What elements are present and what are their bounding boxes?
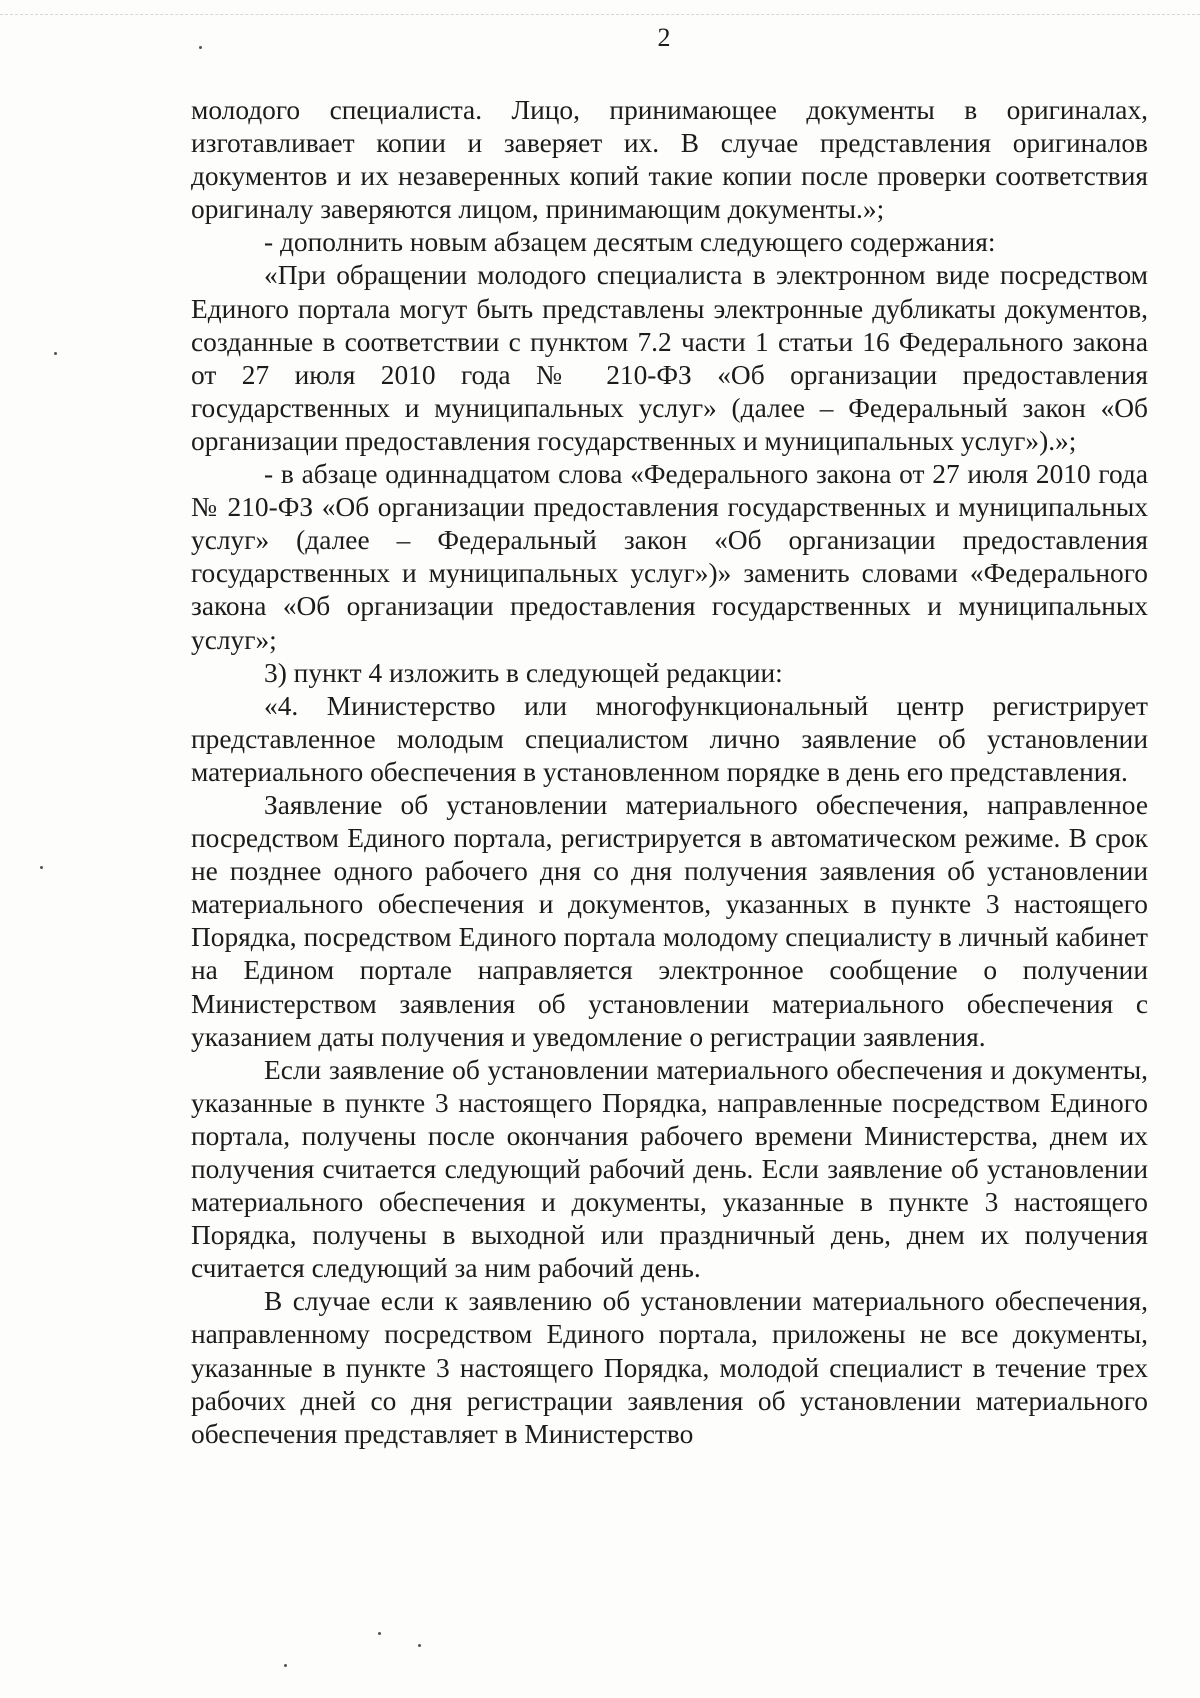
scan-speck — [418, 1644, 421, 1647]
paragraph-after-hours: Если заявление об установлении материального обеспечения и документы, указанные в пункте 3 настоящего Порядка, направленные посредством Единого портала, получены после окончания рабочего времени Министерства, днем их получения считается следующий рабочий день. Если заявление об установлении материального обеспечения и документы, указанные в пункте 3 настоящего Порядка, получены в выходной или праздничный день, днем их получения считается следующий за ним рабочий день. — [191, 1054, 1148, 1284]
scan-speck — [378, 1632, 381, 1635]
document-body — [191, 94, 1148, 1451]
paragraph-continuation: молодого специалиста. Лицо, принимающее документы в оригиналах, изготавливает копии и заверяет их. В случае представления оригиналов документов и их незаверенных копий такие копии после проверки соответствия оригиналу заверяются лицом, принимающим документы.»; — [191, 95, 1148, 225]
paragraph-point-3: 3) пункт 4 изложить в следующей редакции: — [264, 657, 783, 688]
paragraph-amendment-add: - дополнить новым абзацем десятым следующего содержания: — [264, 227, 996, 258]
paragraph-amendment-replace: - в абзаце одиннадцатом слова «Федерального закона от 27 июля 2010 года № 210-ФЗ «Об организации предоставления государственных и муниципальных услуг» (далее – Федеральный закон «Об организации предоставления государственных и муниципальных услуг»)» заменить словами «Федерального закона «Об организации предоставления государственных и муниципальных услуг»; — [191, 459, 1148, 655]
scan-speck — [54, 352, 57, 355]
scan-edge-artifact — [0, 14, 1200, 18]
paragraph-portal-registration: Заявление об установлении материального обеспечения, направленное посредством Единого портала, регистрируется в автоматическом режиме. В срок не позднее одного рабочего дня со дня получения заявления об установлении материального обеспечения и документов, указанных в пункте 3 настоящего Порядка, посредством Единого портала молодому специалисту в личный кабинет на Едином портале направляется электронное сообщение о получении Министерством заявления об установлении материального обеспечения с указанием даты получения и уведомление о регистрации заявления. — [191, 789, 1148, 1052]
scan-speck — [284, 1664, 287, 1667]
paragraph-missing-documents: В случае если к заявлению об установлении материального обеспечения, направленному посредством Единого портала, приложены не все документы, указанные в пункте 3 настоящего Порядка, молодой специалист в течение трех рабочих дней со дня регистрации заявления об установлении материального обеспечения представляет в Министерство — [191, 1286, 1148, 1449]
page-number: 2 — [657, 23, 671, 52]
scan-speck — [40, 866, 43, 869]
paragraph-point-4: «4. Министерство или многофункциональный центр регистрирует представленное молодым специалистом лично заявление об установлении материального обеспечения в установленном порядке в день его представления. — [191, 690, 1148, 787]
scan-speck — [199, 46, 202, 49]
paragraph-electronic-duplicates: «При обращении молодого специалиста в электронном виде посредством Единого портала могут быть представлены электронные дубликаты документов, созданные в соответствии с пунктом 7.2 части 1 статьи 16 Федерального закона от 27 июля 2010 года № 210-ФЗ «Об организации предоставления государственных и муниципальных услуг» (далее – Федеральный закон «Об организации предоставления государственных и муниципальных услуг»).»; — [191, 260, 1148, 456]
